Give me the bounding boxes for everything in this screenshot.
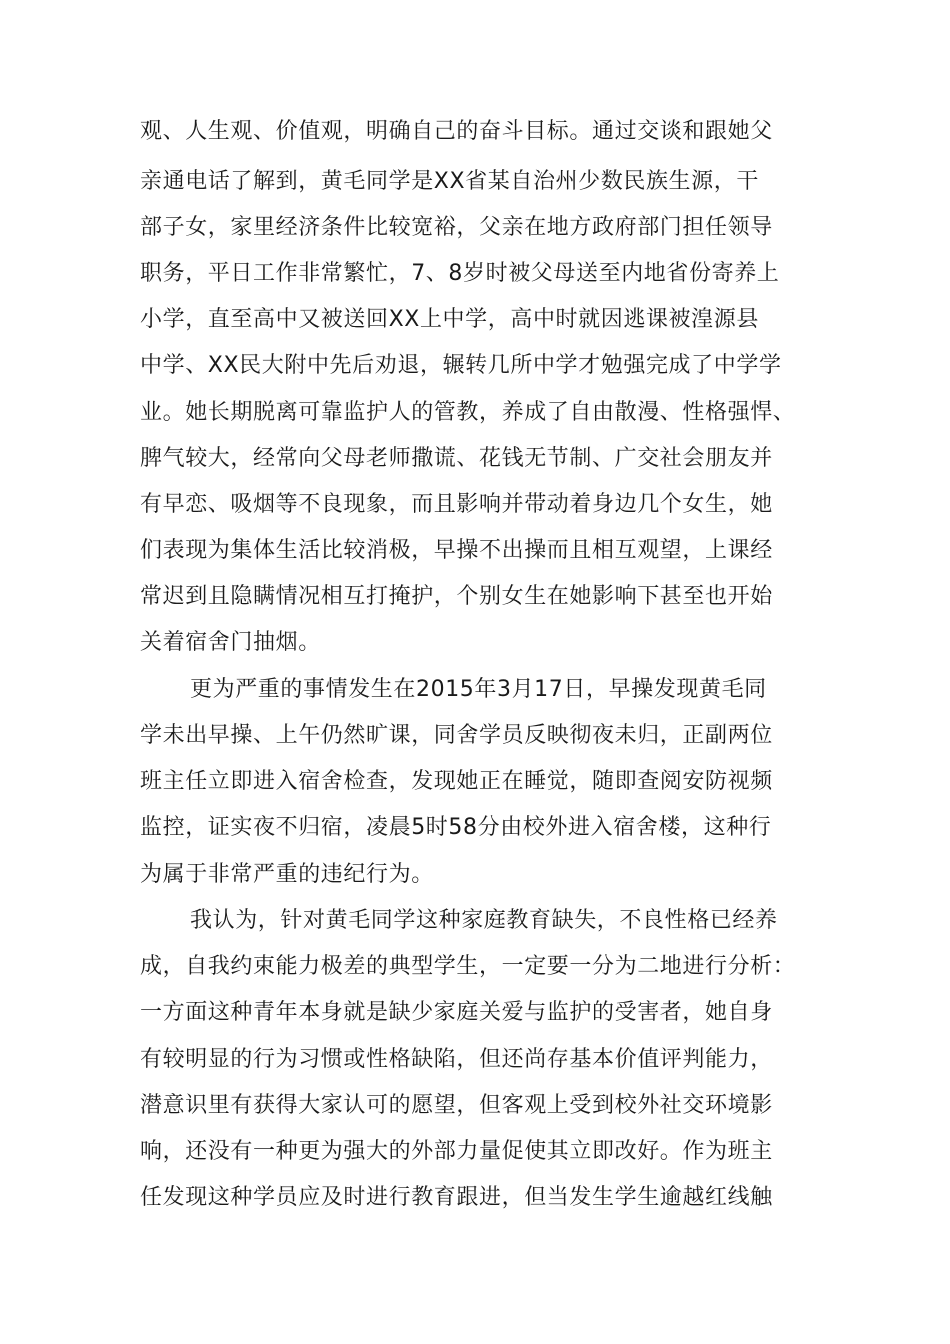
text-line: 有较明显的行为习惯或性格缺陷，但还尚存基本价值评判能力， <box>140 1047 773 1072</box>
text-line: 中学、XX民大附中先后劝退，辗转几所中学才勉强完成了中学学 <box>140 353 782 378</box>
text-line: 学未出早操、上午仍然旷课，同舍学员反映彻夜未归，正副两位 <box>140 723 773 748</box>
text-line: 潜意识里有获得大家认可的愿望，但客观上受到校外社交环境影 <box>140 1093 773 1118</box>
text-line: 职务，平日工作非常繁忙，7、8岁时被父母送至内地省份寄养上 <box>140 261 780 286</box>
text-line: 部子女，家里经济条件比较宽裕，父亲在地方政府部门担任领导 <box>140 215 773 240</box>
text-line: 监控，证实夜不归宿，凌晨5时58分由校外进入宿舍楼，这种行 <box>140 815 772 840</box>
text-line: 一方面这种青年本身就是缺少家庭关爱与监护的受害者，她自身 <box>140 1000 773 1025</box>
text-line: 业。她长期脱离可靠监护人的管教，养成了自由散漫、性格强悍、 <box>140 400 796 425</box>
text-line: 成，自我约束能力极差的典型学生，一定要一分为二地进行分析： <box>140 954 796 979</box>
text-line: 小学，直至高中又被送回XX上中学，高中时就因逃课被湟源县 <box>140 307 759 332</box>
text-line: 观、人生观、价值观，明确自己的奋斗目标。通过交谈和跟她父 <box>140 119 773 144</box>
text-line: 关着宿舍门抽烟。 <box>140 630 321 655</box>
text-line: 响，还没有一种更为强大的外部力量促使其立即改好。作为班主 <box>140 1139 773 1164</box>
paragraph-first-line: 我认为，针对黄毛同学这种家庭教育缺失，不良性格已经养 <box>190 908 778 933</box>
text-line: 任发现这种学员应及时进行教育跟进，但当发生学生逾越红线触 <box>140 1185 773 1210</box>
text-line: 常迟到且隐瞒情况相互打掩护，个别女生在她影响下甚至也开始 <box>140 584 773 609</box>
text-line: 们表现为集体生活比较消极，早操不出操而且相互观望，上课经 <box>140 538 773 563</box>
text-line: 脾气较大，经常向父母老师撒谎、花钱无节制、广交社会朋友并 <box>140 446 773 471</box>
paragraph-first-line: 更为严重的事情发生在2015年3月17日，早操发现黄毛同 <box>190 677 767 702</box>
text-line: 有早恋、吸烟等不良现象，而且影响并带动着身边几个女生，她 <box>140 492 773 517</box>
text-line: 为属于非常严重的违纪行为。 <box>140 862 434 887</box>
text-line: 亲通电话了解到，黄毛同学是XX省某自治州少数民族生源，干 <box>140 169 759 194</box>
text-line: 班主任立即进入宿舍检查，发现她正在睡觉，随即查阅安防视频 <box>140 769 773 794</box>
